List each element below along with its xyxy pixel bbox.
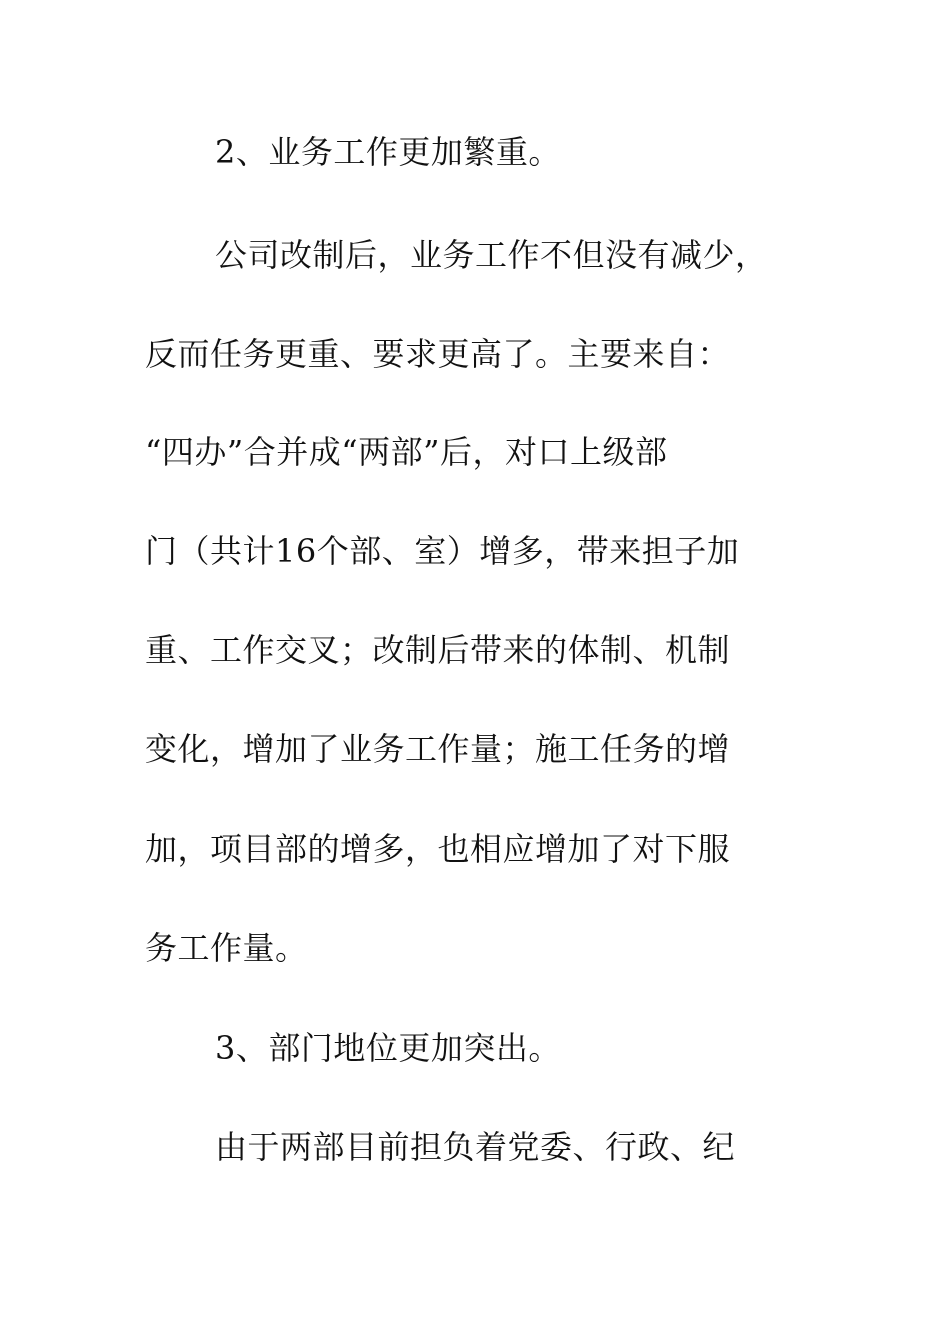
- paragraph-line: 反而任务更重、要求更高了。主要来自：: [145, 335, 731, 373]
- paragraph-line: 重、工作交叉；改制后带来的体制、机制: [145, 631, 731, 669]
- paragraph-line: 门（共计16个部、室）增多，带来担子加: [145, 532, 740, 570]
- section-heading-2: 2、业务工作更加繁重。: [215, 133, 561, 171]
- paragraph-line: 务工作量。: [145, 929, 308, 967]
- paragraph-line: 公司改制后，业务工作不但没有减少，: [215, 236, 768, 274]
- paragraph-line: 变化，增加了业务工作量；施工任务的增: [145, 730, 731, 768]
- paragraph-line: 加，项目部的增多，也相应增加了对下服: [145, 830, 731, 868]
- paragraph-line: 由于两部目前担负着党委、行政、纪: [215, 1128, 736, 1166]
- paragraph-line: “四办”合并成“两部”后，对口上级部: [145, 433, 668, 471]
- section-heading-3: 3、部门地位更加突出。: [215, 1029, 561, 1067]
